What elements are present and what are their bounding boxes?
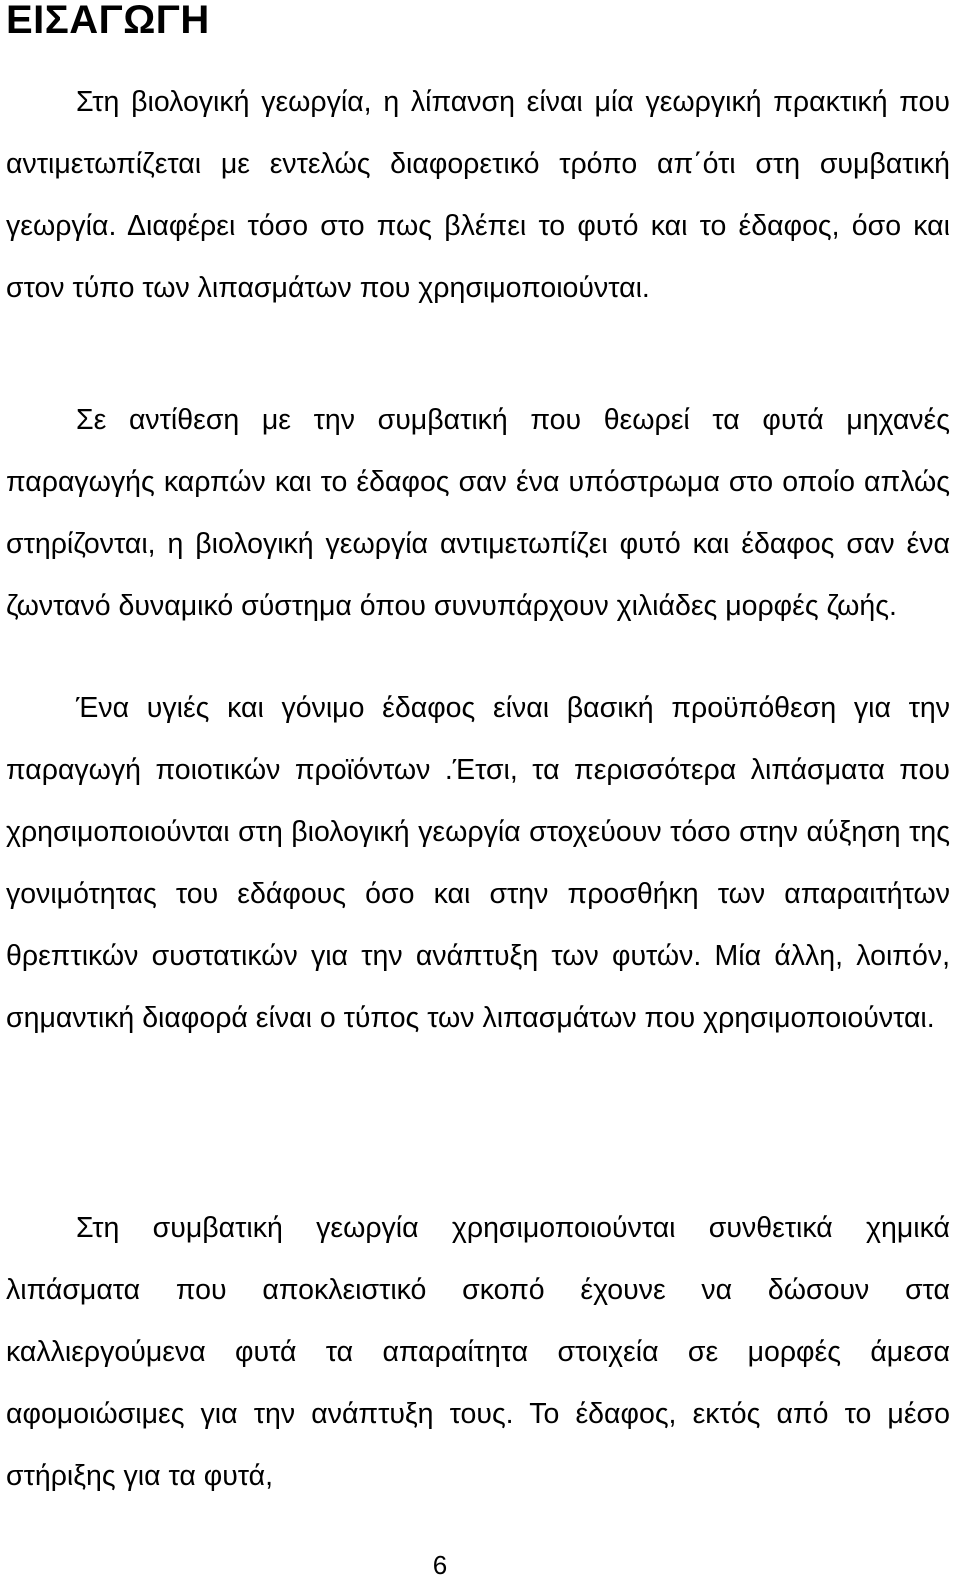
- paragraph-2: Σε αντίθεση με την συμβατική που θεωρεί τα φυτά μηχανές παραγωγής καρπών και το έδαφος σαν ένα υπόστρωμα στο οποίο απλώς στηρίζονται, η βιολογική γεωργία αντιμετωπίζει φυτό και έδαφος σαν ένα ζωντανό δυναμικό σύστημα όπου συνυπάρχουν χιλιάδες μορφές ζωής.: [6, 404, 950, 622]
- page-number: 6: [432, 1550, 448, 1580]
- paragraph-3: Ένα υγιές και γόνιμο έδαφος είναι βασική προϋπόθεση για την παραγωγή ποιοτικών προϊόντων .Έτσι, τα περισσότερα λιπάσματα που χρησιμοποιούνται στη βιολογική γεωργία στοχεύουν τόσο στην αύξηση της γονιμότητας του εδάφους όσο και στην προσθήκη των απαραιτήτων θρεπτικών συστατικών για την ανάπτυξη των φυτών. Μία άλλη, λοιπόν, σημαντική διαφορά είναι ο τύπος των λιπασμάτων που χρησιμοποιούνται.: [6, 692, 950, 1034]
- section-heading: ΕΙΣΑΓΩΓΗ: [6, 0, 210, 42]
- paragraph-4: Στη συμβατική γεωργία χρησιμοποιούνται συνθετικά χημικά λιπάσματα που αποκλειστικό σκοπό έχουνε να δώσουν στα καλλιεργούμενα φυτά τα απαραίτητα στοιχεία σε μορφές άμεσα αφομοιώσιμες για την ανάπτυξη τους. Το έδαφος, εκτός από το μέσο στήριξης για τα φυτά,: [6, 1212, 950, 1492]
- paragraph-1: Στη βιολογική γεωργία, η λίπανση είναι μία γεωργική πρακτική που αντιμετωπίζεται με εντελώς διαφορετικό τρόπο απ΄ότι στη συμβατική γεωργία. Διαφέρει τόσο στο πως βλέπει το φυτό και το έδαφος, όσο και στον τύπο των λιπασμάτων που χρησιμοποιούνται.: [6, 86, 950, 304]
